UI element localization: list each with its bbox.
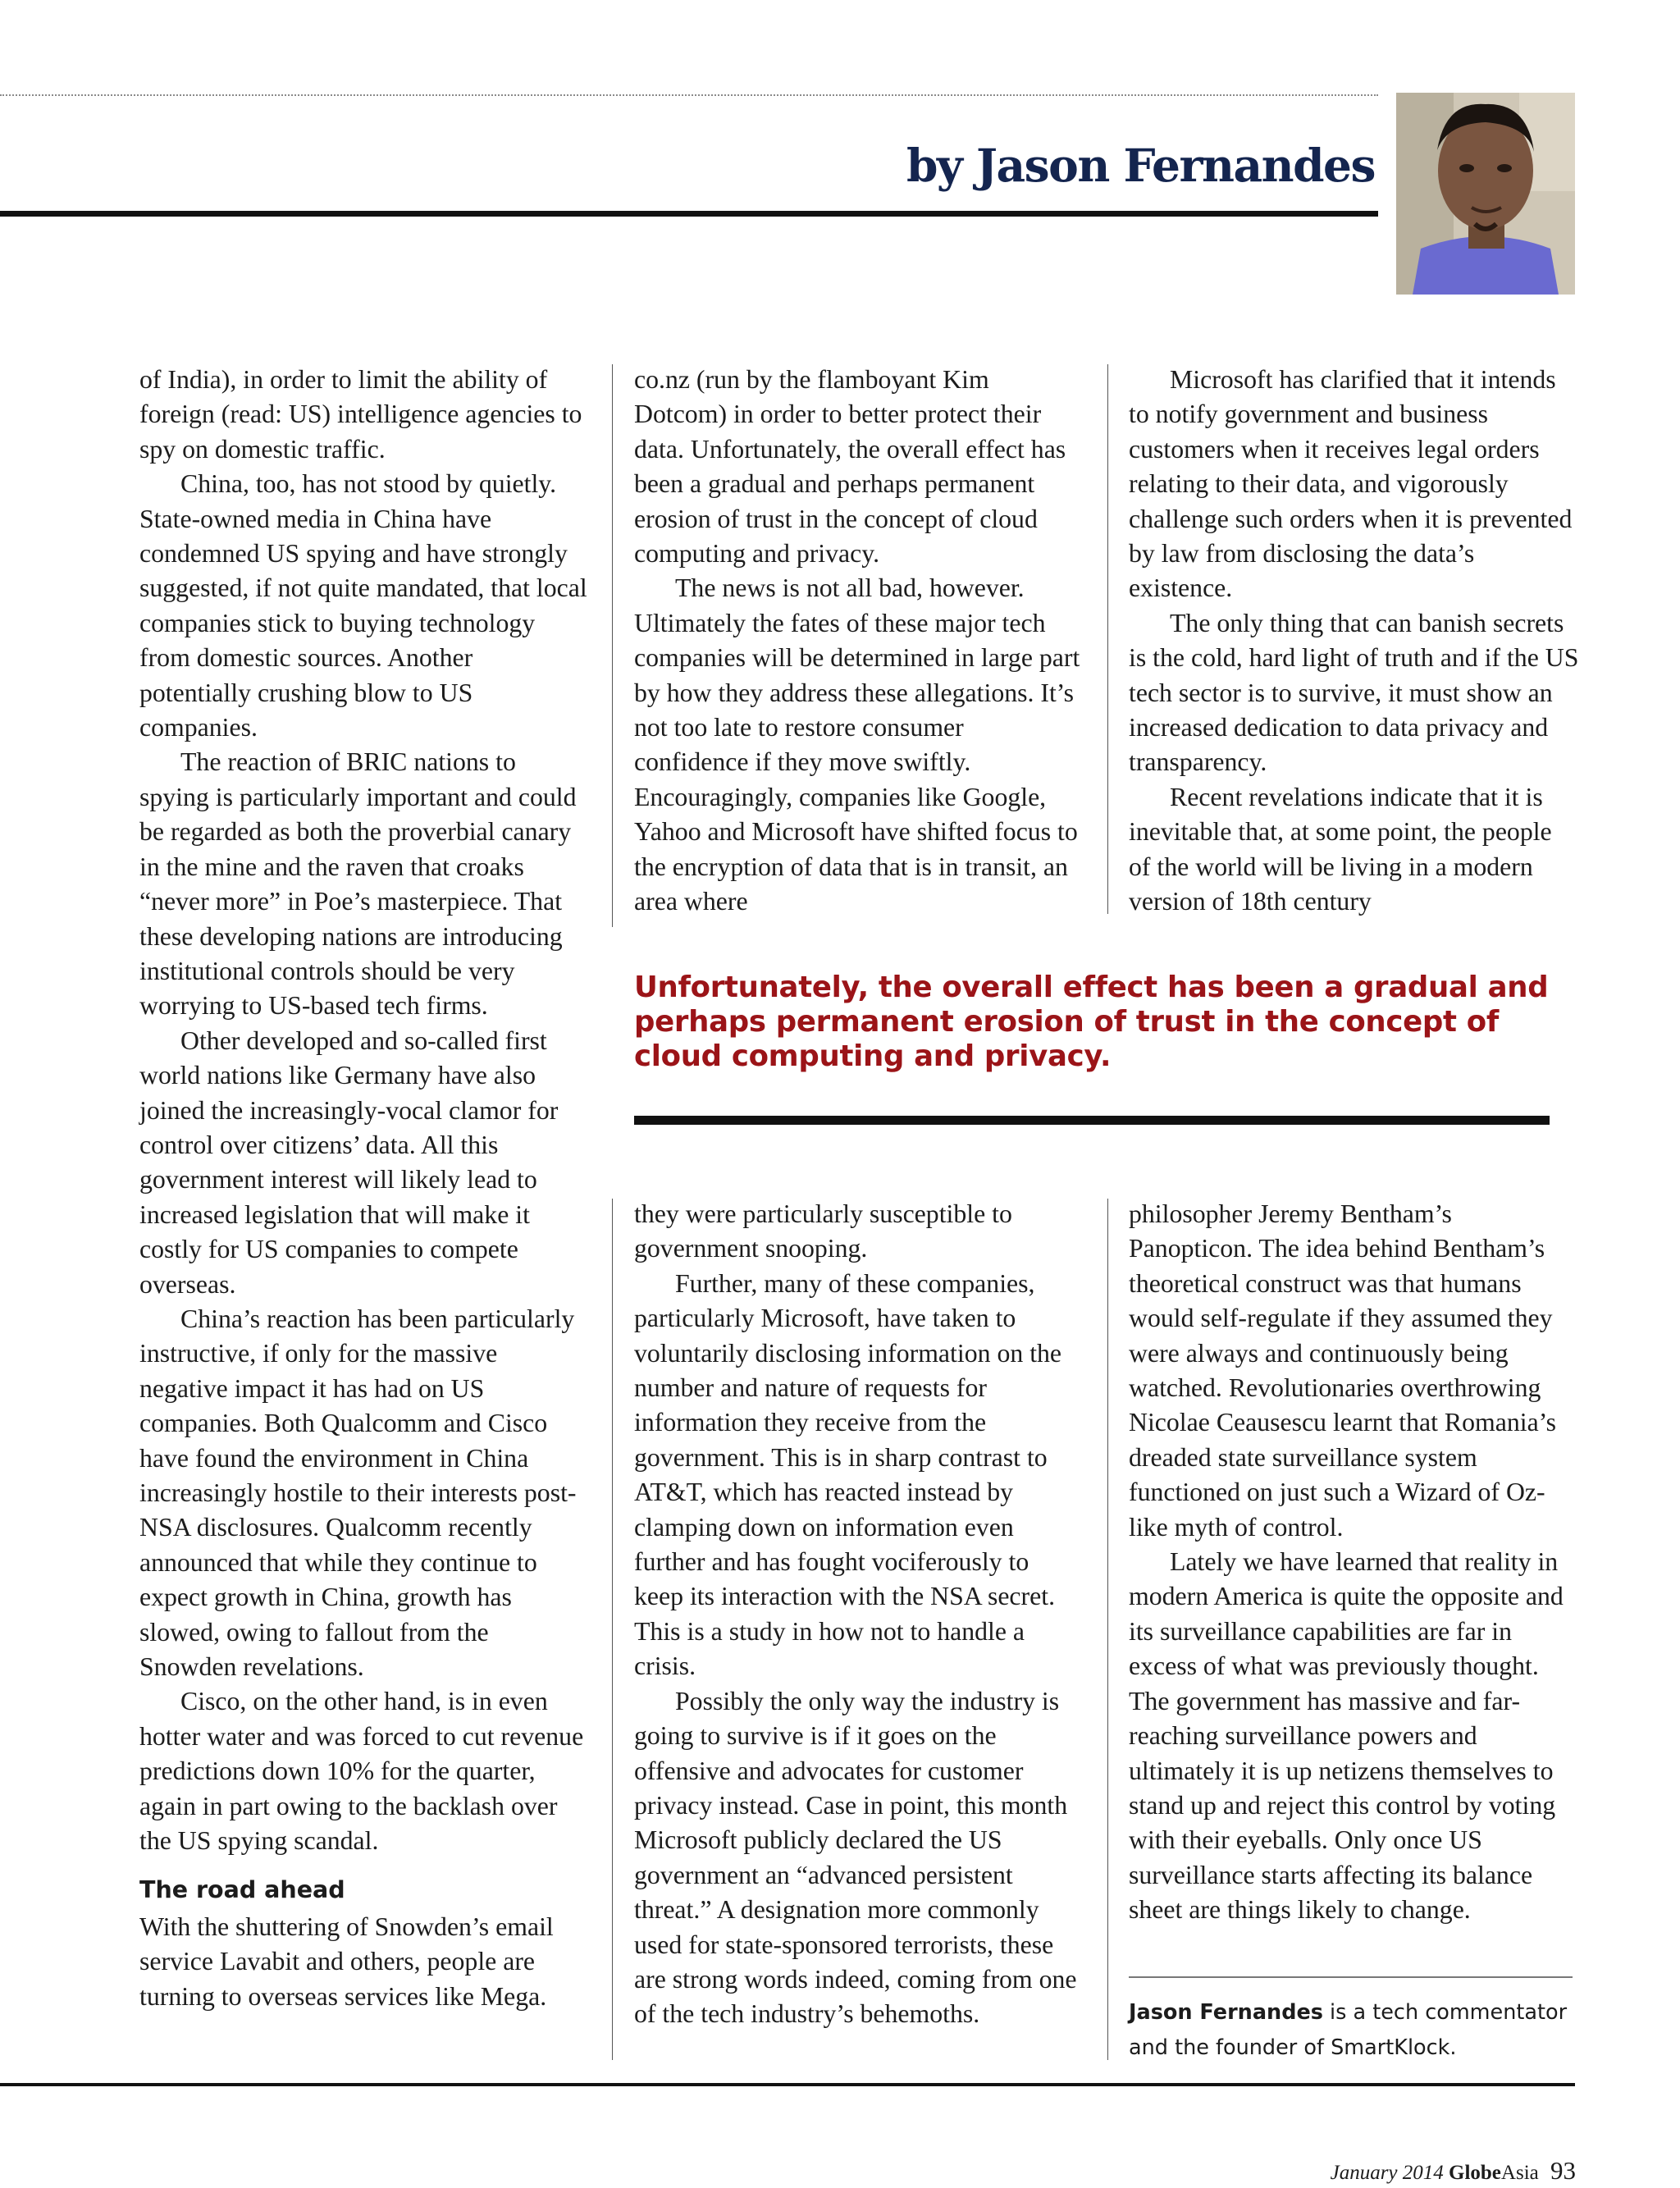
article-paragraph: China’s reaction has been particularly instructive, if only for the massive negative impact it has had on US companies. Both Qualcomm and Cisco have found the environment in China increasingly hostile to their interests post-NSA disclosures. Qualcomm recently announced that while they continue to expect growth in China, growth has slowed, owing to fallout from the Snowden revelations. — [139, 1304, 577, 1682]
article-paragraph: Recent revelations indicate that it is inevitable that, at some point, the people of the world will be living in a modern version of 18th century — [1129, 782, 1552, 916]
bio-rule — [1129, 1976, 1573, 1978]
pull-quote-rule — [634, 1116, 1550, 1125]
article-paragraph: Microsoft has clarified that it intends to notify government and business customers when it receives legal orders relating to their data, and vigorously challenge such orders when it is prevented by law from disclosing the data’s existence. — [1129, 365, 1573, 603]
article-paragraph: The only thing that can banish secrets is the cold, hard light of truth and if the US tech sector is to survive, it must show an increased dedication to data privacy and transparency. — [1129, 608, 1579, 777]
article-paragraph: co.nz (run by the flamboyant Kim Dotcom) in order to better protect their data. Unfortunately, the overall effect has been a gradual and perhaps permanent erosion of trust in the concept of cloud computing and privacy. — [634, 365, 1066, 569]
article-paragraph: philosopher Jeremy Bentham’s Panopticon. The idea behind Bentham’s theoretical construct was that humans would self-regulate if they assumed they were always and continuously being watched. Revolutionaries overthrowing Nicolae Ceausescu learnt that Romania’s dreaded state surveillance system functioned on just such a Wizard of Oz-like myth of control. — [1129, 1199, 1556, 1542]
article-column-3-top — [1129, 363, 1580, 920]
article-paragraph: Other developed and so-called first world nations like Germany have also joined the increasingly-vocal clamor for control over citizens’ data. All this government interest will likely lead to increased legislation that will make it costly for US companies to compete overseas. — [139, 1025, 559, 1299]
article-paragraph: The news is not all bad, however. Ultimately the fates of these major tech companies will be determined in large part by how they address these allegations. It’s not too late to restore consumer confidence if they move swiftly. Encouragingly, companies like Google, Yahoo and Microsoft have shifted focus to the encryption of data that is in transit, an area where — [634, 573, 1080, 916]
article-paragraph: Possibly the only way the industry is going to survive is if it goes on the offensive and advocates for customer privacy instead. Case in point, this month Microsoft publicly declared the US government an “advanced persistent threat.” A designation more commonly used for state-sponsored terrorists, these are strong words indeed, coming from one of the tech industry’s behemoths. — [634, 1686, 1077, 2029]
article-paragraph: Cisco, on the other hand, is in even hotter water and was forced to cut revenue predictions down 10% for the quarter, again in part owing to the backlash over the US spying scandal. — [139, 1687, 584, 1856]
article-column-2-top — [634, 363, 1081, 920]
column-divider — [612, 1199, 613, 2060]
page-footer — [1331, 2156, 1576, 2186]
article-paragraph: With the shuttering of Snowden’s email service Lavabit and others, people are turning to overseas services like Mega. — [139, 1912, 554, 2011]
column-divider — [612, 364, 613, 927]
bio-text: is a tech commentator and the founder of SmartKlock. — [1129, 2000, 1568, 2060]
author-bio — [1129, 1995, 1588, 2066]
article-column-1 — [139, 363, 591, 2014]
section-subhead: The road ahead — [139, 1876, 345, 1904]
article-paragraph: China, too, has not stood by quietly. State-owned media in China have condemned US spying and have strongly suggested, if not quite mandated, that local companies stick to buying technology from domestic sources. Another potentially crushing blow to US companies. — [139, 469, 587, 742]
header-rule — [0, 211, 1378, 217]
column-divider — [1107, 364, 1108, 914]
magazine-name-bold: Globe — [1449, 2162, 1501, 2184]
byline: by Jason Fernandes — [906, 139, 1375, 192]
article-paragraph: they were particularly susceptible to government snooping. — [634, 1199, 1012, 1263]
author-photo — [1396, 93, 1575, 295]
pull-quote: Unfortunately, the overall effect has been a gradual and perhaps permanent erosion of trust in the concept of cloud computing and privacy. — [634, 971, 1549, 1073]
issue-date: January 2014 — [1330, 2162, 1444, 2184]
article-paragraph: Further, many of these companies, particularly Microsoft, have taken to voluntarily disclosing information on the number and nature of requests for information they receive from the government. This is in sharp contrast to AT&T, which has reacted instead by clamping down on information even further and has fought vociferously to keep its interaction with the NSA secret. This is a study in how not to handle a crisis. — [634, 1268, 1062, 1681]
column-divider — [1107, 1199, 1108, 2060]
footer-rule — [0, 2083, 1575, 2086]
bio-author-name: Jason Fernandes — [1129, 2000, 1323, 2025]
article-column-2-bottom — [634, 1197, 1081, 2032]
page-number: 93 — [1550, 2156, 1576, 2185]
article-column-3-bottom — [1129, 1197, 1580, 1928]
article-paragraph: The reaction of BRIC nations to spying is particularly important and could be regarded as both the proverbial canary in the mine and the raven that croaks “never more” in Poe’s masterpiece. That these developing nations are introducing institutional controls should be very worrying to US-based tech firms. — [139, 747, 577, 1021]
article-paragraph: of India), in order to limit the ability of foreign (read: US) intelligence agencies to spy on domestic traffic. — [139, 365, 582, 464]
magazine-name-rest: Asia — [1500, 2162, 1539, 2184]
header-dotted-rule — [0, 94, 1378, 96]
article-paragraph: Lately we have learned that reality in modern America is quite the opposite and its surveillance capabilities are far in excess of what was previously thought. The government has massive and far-reaching surveillance powers and ultimately it is up netizens themselves to stand up and reject this control by voting with their eyeballs. Only once US surveillance starts affecting its balance sheet are things likely to change. — [1129, 1547, 1564, 1925]
